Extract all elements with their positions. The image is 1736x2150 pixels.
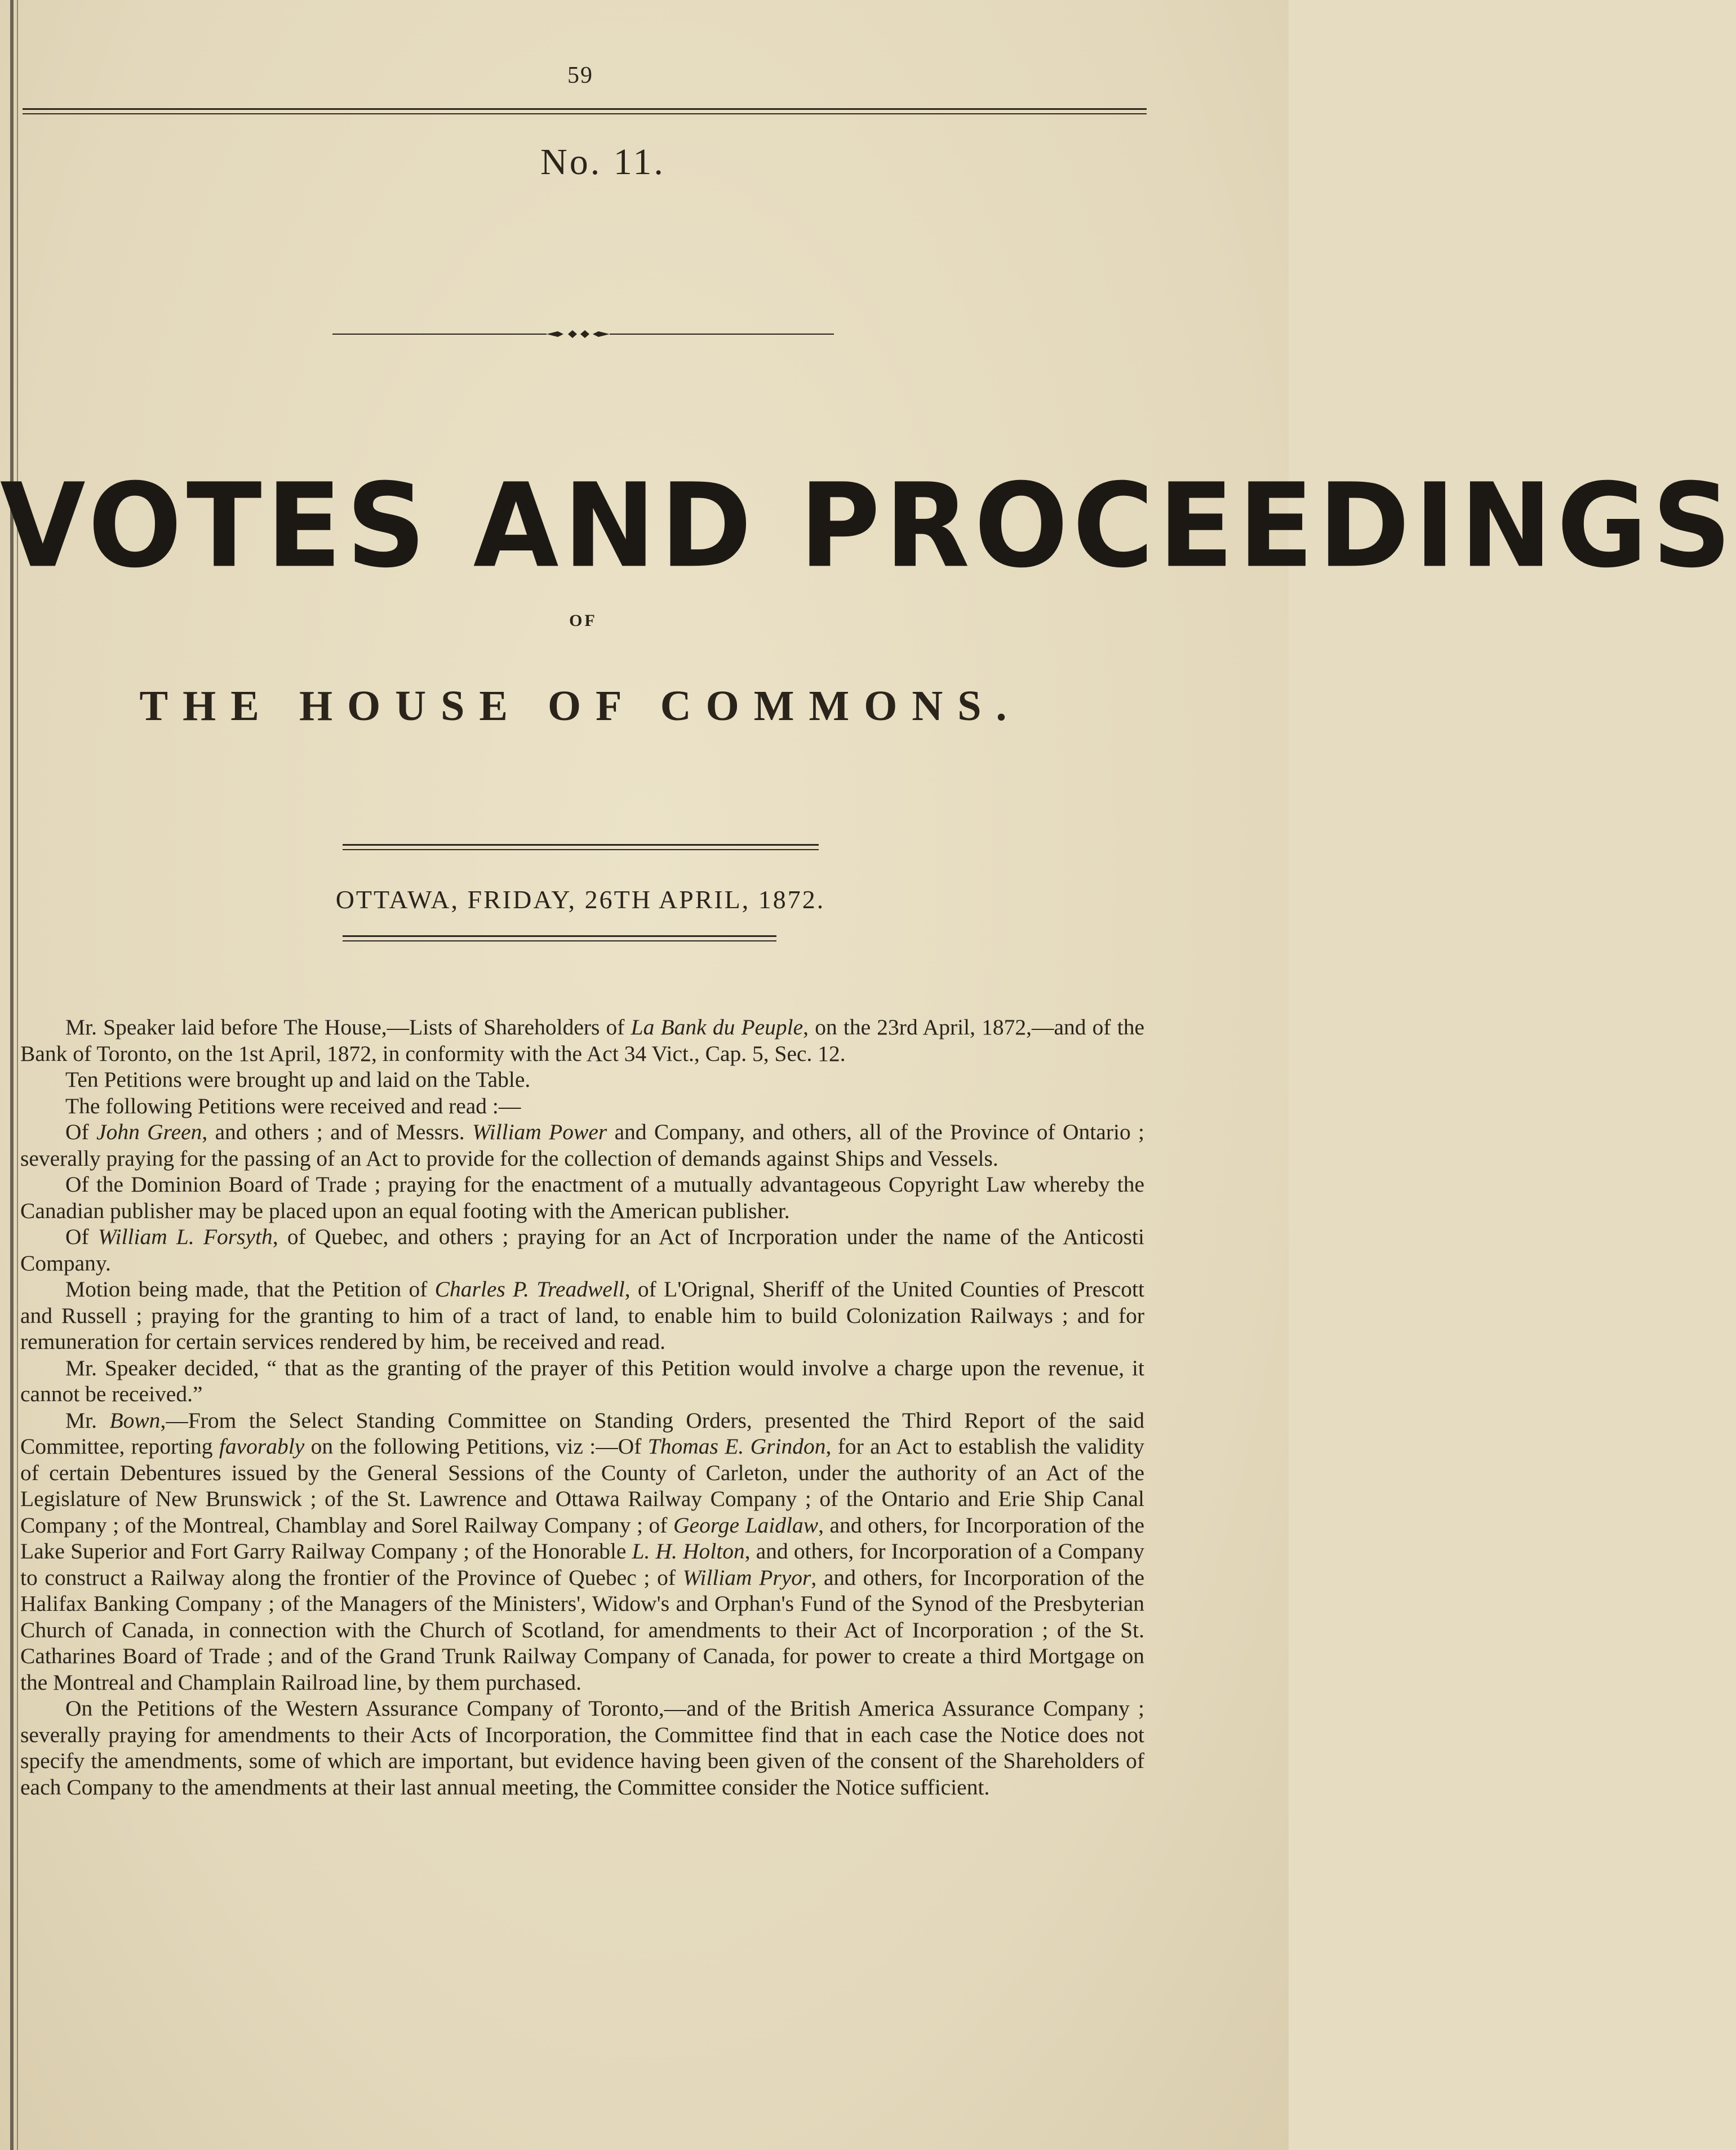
of-label: OF (569, 611, 597, 630)
paragraph-text: Mr. Speaker laid before The House,—Lists of Shareholders of (65, 1015, 631, 1040)
paragraph-text: on the following Petitions, viz :—Of (304, 1434, 648, 1459)
paragraph-text: Of the Dominion Board of Trade ; praying for the enactment of a mutually advantageous Copyright Law whereby the Canadian publisher may be placed upon an equal footing with the American publisher. (20, 1172, 1144, 1223)
italic-name: George Laidlaw (673, 1512, 819, 1538)
issue-number: No. 11. (540, 141, 665, 183)
italic-name: William Power (472, 1120, 607, 1144)
house-title: THE HOUSE OF COMMONS. (139, 682, 1022, 730)
date-rule-bottom (343, 935, 776, 941)
paragraph-text: Mr. Speaker decided, “ that as the granting of the prayer of this Petition would involve a charge upon the revenue, it cannot be received.” (20, 1355, 1144, 1406)
italic-name: Bown (109, 1407, 161, 1433)
paragraph-text: and Company, and others, all of the Province of Ontario ; severally praying for the passing of an Act to provide for the collection of demands against Ships and Vessels. (20, 1120, 1145, 1171)
italic-name: William L. Forsyth (97, 1224, 273, 1249)
italic-name: L. H. Holton (632, 1539, 745, 1563)
main-title: VOTES AND PROCEEDINGS (0, 459, 1736, 594)
paragraph-text: Motion being made, that the Petition of (65, 1277, 435, 1301)
italic-name: William Pryor (682, 1565, 811, 1590)
paragraph-text: , and others, for Incorporation of the Lake Superior and Fort Garry Railway Company ; of the Honorable (20, 1512, 1144, 1563)
paragraph (20, 1067, 1144, 1093)
binding-edge (10, 0, 14, 2150)
paragraph-text: , on the 23rd April, 1872,—and of the Bank of Toronto, on the 1st April, 1872, in conformity with the Act 34 Vict., Cap. 5, Sec. 12. (20, 1015, 1144, 1066)
paragraph (20, 1171, 1144, 1224)
proceedings-body (20, 1014, 1144, 1800)
italic-name: Thomas E. Grindon (647, 1434, 826, 1459)
paragraph (20, 1355, 1144, 1407)
paragraph-text: ,—From the Select Standing Committee on Standing Orders, presented the Third Report of the said Committee, reporting (20, 1407, 1144, 1459)
paragraph (20, 1014, 1144, 1067)
header-rule (23, 108, 1147, 114)
paragraph-text: , of L'Orignal, Sheriff of the United Counties of Prescott and Russell ; praying for the granting to him of a tract of land, to enable him to build Colonization Railways ; and for remuneration for certain services rendered by him, be received and read. (20, 1277, 1145, 1354)
paragraph-text: Ten Petitions were brought up and laid on the Table. (65, 1067, 531, 1092)
paragraph-text: , for an Act to establish the validity of certain Debentures issued by the General Sessions of the County of Carleton, under the authority of an Act of the Legislature of New Brunswick ; of the St. Lawrence and Ottawa Railway Company ; of the Ontario and Erie Ship Canal Company ; of the Montreal, Chamblay and Sorel Railway Company ; of (20, 1434, 1144, 1538)
italic-name: Charles P. Treadwell (434, 1277, 625, 1301)
paragraph-text: Mr. (65, 1407, 110, 1433)
ornamental-divider (332, 329, 834, 339)
date-line: OTTAWA, FRIDAY, 26TH APRIL, 1872. (335, 885, 825, 914)
paragraph (20, 1276, 1144, 1355)
date-rule-top (343, 844, 819, 850)
paragraph (20, 1224, 1144, 1276)
paragraph-text: The following Petitions were received and read :— (65, 1093, 521, 1118)
paragraph-text: , of Quebec, and others ; praying for an Act of Incrporation under the name of the Anticosti Company. (20, 1224, 1144, 1276)
paragraph-text: Of (65, 1120, 97, 1144)
paragraph (20, 1695, 1144, 1800)
paragraph-text: On the Petitions of the Western Assurance Company of Toronto,—and of the British America Assurance Company ; severally praying for amendments to their Acts of Incorporation, the Committee find that in each case the Notice does not specify the amendments, some of which are important, but evidence having been given of the consent of the Shareholders of each Company to the amendments at their last annual meeting, the Committee consider the Notice sufficient. (20, 1696, 1144, 1800)
page-number: 59 (567, 63, 593, 88)
italic-name: La Bank du Peuple (631, 1015, 803, 1040)
paragraph (20, 1407, 1144, 1696)
paragraph (20, 1119, 1144, 1171)
paragraph-text: , and others, for Incorporation of a Company to construct a Railway along the frontier of the Province of Quebec ; of (20, 1539, 1145, 1590)
italic-name: John Green (96, 1120, 202, 1144)
paragraph-text: Of (65, 1224, 98, 1249)
paragraph-text: , and others, for Incorporation of the Halifax Banking Company ; of the Managers of the Ministers', Widow's and Orphan's Fund of the Synod of the Presbyterian Church of Canada, in connection with the Church of Scotland, for amendments to their Act of Incorporation ; of the St. Catharines Board of Trade ; and of the Grand Trunk Railway Company of Canada, for power to create a third Mortgage on the Montreal and Champlain Railroad line, by them purchased. (20, 1565, 1144, 1695)
paragraph-text: , and others ; and of Messrs. (202, 1120, 472, 1144)
paragraph (20, 1093, 1144, 1120)
italic-name: favorably (219, 1434, 305, 1459)
binding-edge-inner (17, 0, 18, 2150)
